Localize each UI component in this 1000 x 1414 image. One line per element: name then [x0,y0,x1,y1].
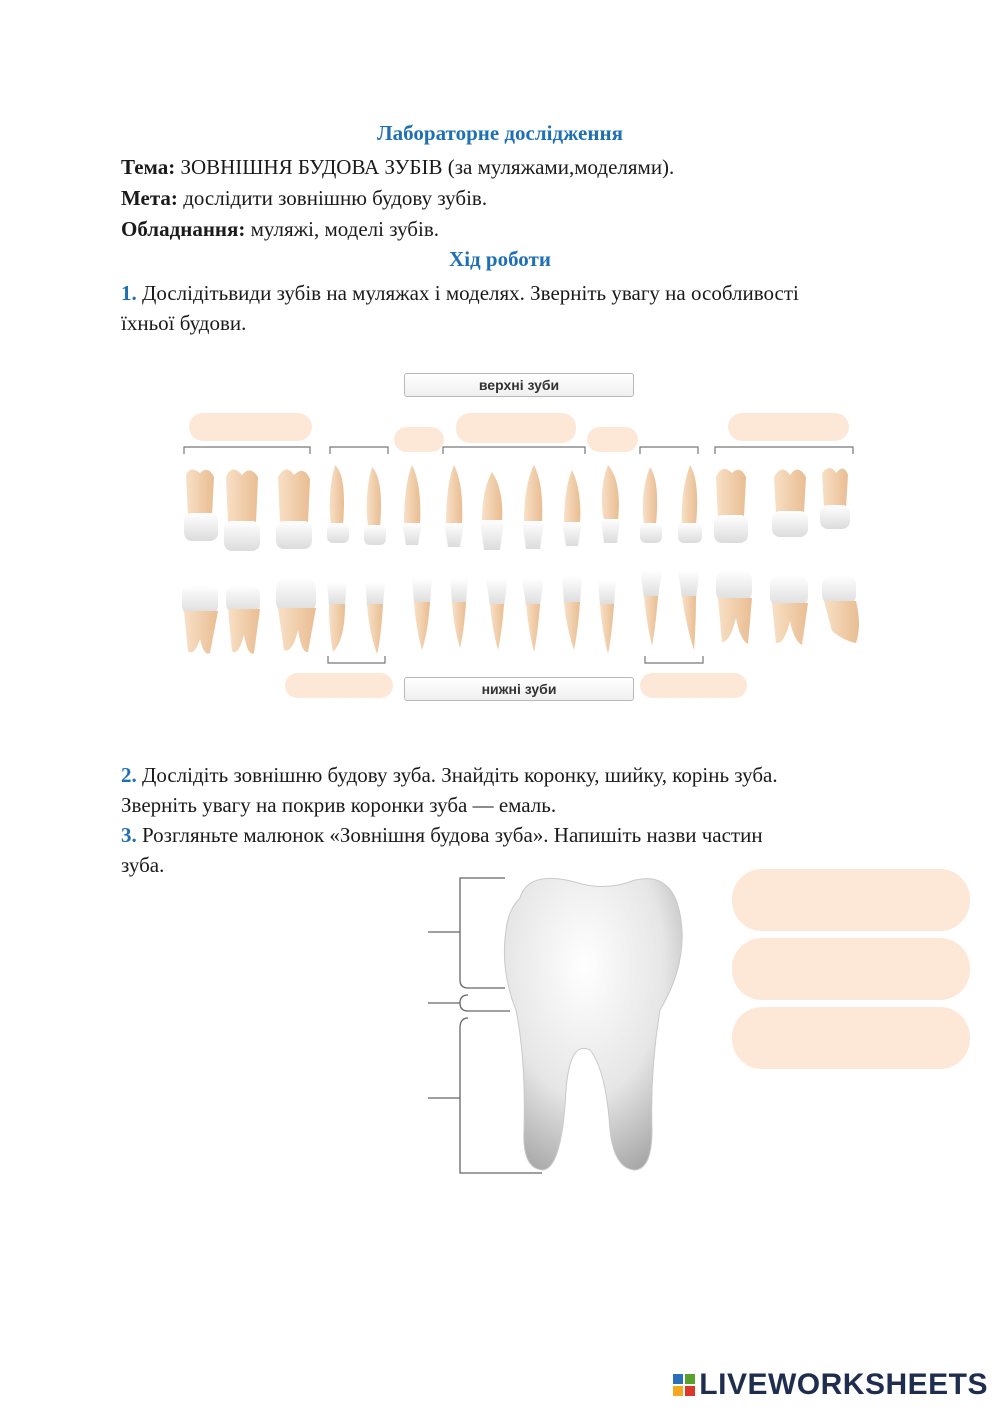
equipment-text: муляжі, моделі зубів. [250,217,439,241]
goal-text: дослідити зовнішню будову зубів. [183,186,488,210]
answer-field-lower-right[interactable] [640,673,747,698]
liveworksheets-logo [673,1368,988,1402]
topic-label: Тема: [121,155,176,179]
teeth-illustration [170,410,870,690]
step1-line2: їхньої будови. [121,311,247,335]
step2-line2: Зверніть увагу на покрив коронки зуба — емаль. [121,793,557,817]
answer-field-neck[interactable] [732,938,970,1000]
answer-field-molars-upper-left[interactable] [189,413,312,441]
answer-field-incisors-upper[interactable] [456,413,576,443]
goal-label: Мета: [121,186,178,210]
step2-text [121,760,921,820]
tooth-shape [504,878,682,1170]
answer-field-molars-upper-right[interactable] [728,413,849,441]
brand-name: LIVEWORKSHEETS [699,1368,988,1401]
answer-field-canine-upper-right[interactable] [587,427,638,452]
goal-line [121,183,487,213]
answer-field-canine-upper-left[interactable] [394,427,444,452]
page-title: Лабораторне дослідження [377,121,623,145]
upper-teeth [184,465,850,551]
step2-line1: Дослідіть зовнішню будову зуба. Знайдіть коронку, шийку, корінь зуба. [142,763,778,787]
step3-line2: зуба. [121,853,165,877]
answer-field-root[interactable] [732,1007,970,1069]
step3-number: 3. [121,823,137,847]
liveworksheets-logo-icon [673,1374,695,1396]
procedure-title: Хід роботи [449,247,551,271]
answer-field-crown[interactable] [732,869,970,931]
upper-teeth-label: верхні зуби [404,373,634,397]
step1-text [121,278,911,338]
topic-line [121,152,674,182]
tooth-structure-illustration [420,870,690,1210]
lower-teeth-label: нижні зуби [404,677,634,701]
step3-line1: Розгляньте малюнок «Зовнішня будова зуба». Напишіть назви частин [142,823,763,847]
answer-field-lower-left[interactable] [285,673,393,698]
step2-number: 2. [121,763,137,787]
lower-teeth [182,570,859,654]
topic-text: ЗОВНІШНЯ БУДОВА ЗУБІВ (за муляжами,моделями). [180,155,675,179]
equipment-label: Обладнання: [121,217,246,241]
step1-line1: Дослідітьвиди зубів на муляжах і моделях. Зверніть увагу на особливості [142,281,799,305]
equipment-line [121,214,439,244]
step1-number: 1. [121,281,137,305]
